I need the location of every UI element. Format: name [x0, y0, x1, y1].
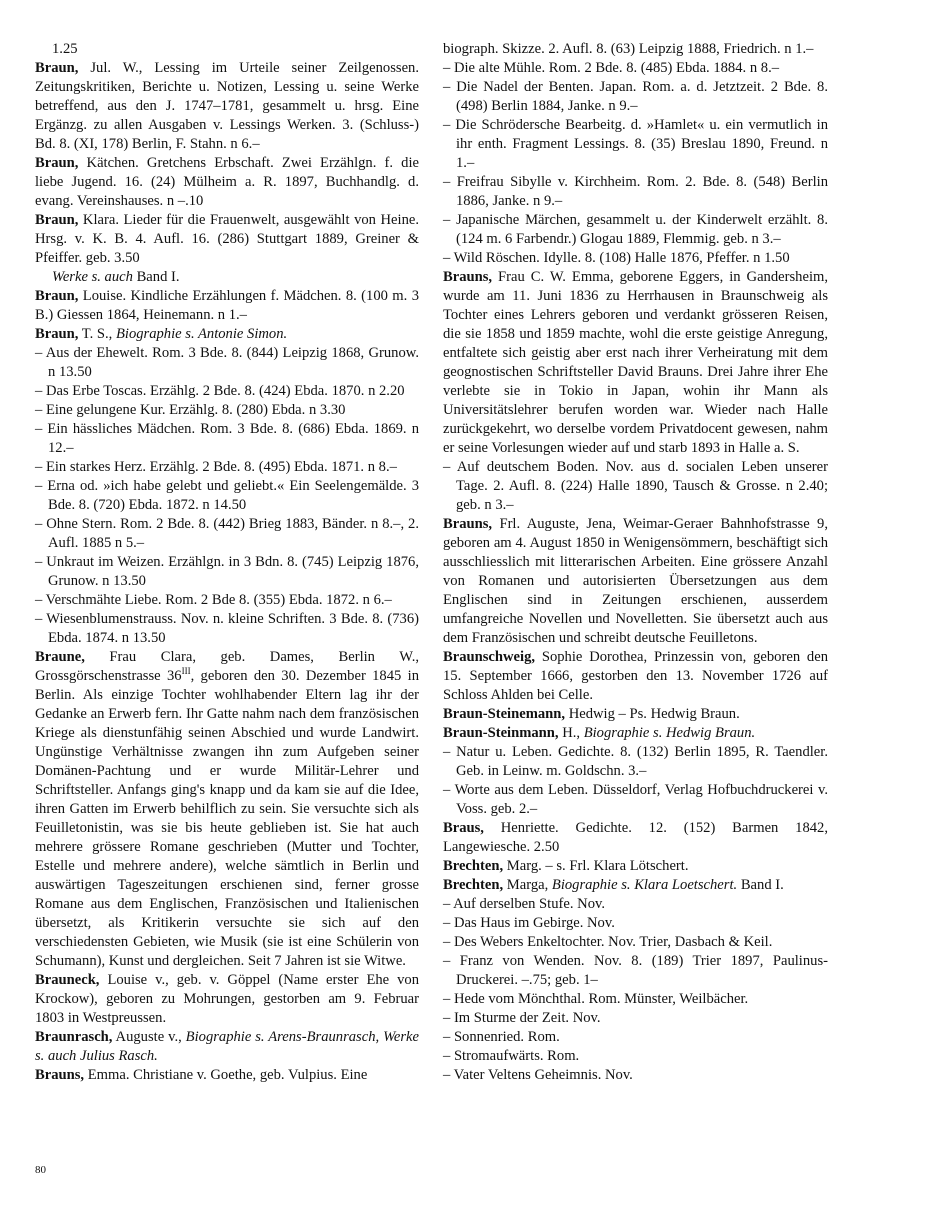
entry-italic: Biographie s. Antonie Simon.: [115, 326, 288, 342]
list-item: – Worte aus dem Leben. Düsseldorf, Verlag Hofbuchdruckerei v. Voss. geb. 2.–: [443, 782, 828, 817]
entry-text: H.,: [558, 725, 584, 741]
entry-text-rest: Band I.: [737, 877, 784, 893]
list-item: – Das Haus im Gebirge. Nov.: [443, 915, 615, 931]
list-item: – Aus der Ehewelt. Rom. 3 Bde. 8. (844) Leipzig 1868, Grunow. n 13.50: [35, 345, 419, 380]
list-item: – Wiesenblumenstrauss. Nov. n. kleine Schriften. 3 Bde. 8. (736) Ebda. 1874. n 13.50: [35, 611, 419, 646]
entry-name: Braun,: [35, 326, 79, 342]
list-item: – Stromaufwärts. Rom.: [443, 1048, 580, 1064]
entry-name: Braun,: [35, 155, 79, 171]
entry-text: Emma. Christiane v. Goethe, geb. Vulpius. Eine: [84, 1067, 368, 1083]
entry-name: Braunrasch,: [35, 1029, 113, 1045]
entry-brauns-auguste: [443, 515, 828, 648]
entry-text: Jul. W., Lessing im Urteile seiner Zeilgenossen. Zeitungskritiken, Berichte u. Notizen, Lessing u. seine Werke betreffend, aus den J. 1747–1781, gesammelt u. hrsg. Eine Ergänzg. zu allen Ausgaben v. Lessings Werken. 3. (Schluss-) Bd. 8. (XI, 178) Berlin, F. Stahn. n 6.–: [35, 60, 419, 152]
list-item: – Eine gelungene Kur. Erzählg. 8. (280) Ebda. n 3.30: [35, 402, 346, 418]
entry-brechten-marga: [443, 876, 828, 895]
entry-name: Brechten,: [443, 877, 504, 893]
list-item: – Hede vom Mönchthal. Rom. Münster, Weilbächer.: [443, 991, 749, 1007]
entry-brauns-cw-emma: [443, 268, 828, 458]
entry-braun-steinemann: [443, 705, 828, 724]
list-item: – Das Erbe Toscas. Erzählg. 2 Bde. 8. (424) Ebda. 1870. n 2.20: [35, 383, 405, 399]
entry-text: Marg. – s. Frl. Klara Lötschert.: [503, 858, 689, 874]
entry-text: Klara. Lieder für die Frauenwelt, ausgewählt von Heine. Hrsg. v. K. B. 4. Aufl. 16. (286) Stuttgart 1889, Greiner & Pfeiffer. geb. 3.50: [35, 212, 419, 266]
entry-braus: [443, 819, 828, 857]
list-item: – Vater Veltens Geheimnis. Nov.: [443, 1067, 633, 1083]
entry-italic: Biographie s. Arens-Braunrasch, Werke s. auch Julius Rasch.: [35, 1029, 419, 1064]
list-item: – Auf deutschem Boden. Nov. aus d. socialen Leben unserer Tage. 2. Aufl. 8. (224) Halle 1890, Tausch & Grosse. n 2.40; geb. n 3.–: [443, 459, 828, 513]
entry-text: Frau Clara, geb. Dames, Berlin W., Grossgörschenstrasse 36: [35, 649, 419, 684]
entry-name: Braus,: [443, 820, 484, 836]
entry-note-italic: Werke s. auch: [52, 269, 133, 285]
list-item: – Sonnenried. Rom.: [443, 1029, 560, 1045]
entry-name: Brauneck,: [35, 972, 100, 988]
entry-text: Hedwig – Ps. Hedwig Braun.: [565, 706, 740, 722]
entry-text: Frau C. W. Emma, geborene Eggers, in Gandersheim, wurde am 11. Juni 1836 zu Herrhausen in Braunschweig als Tochter eines Lehrers geboren und verdankt grösseren Reisen, die sie 1858 und 1859 machte, wohl die erste geistige Anregung, entfaltete sich geistig aber erst nach ihrer Verheiratung mit dem geognostischen Schriftsteller David Brauns. Drei Jahre ihrer Ehe verlebte sie in Tokio in Japan, wohin ihr Mann als Universitätslehrer berufen worden war. Wieder nach Halle zurückgekehrt, wo derselbe vordem Privatdocent gewesen, nahm er seine Vorlesungen wieder auf und starb 1893 in Halle a. S.: [443, 269, 828, 456]
entry-name: Braun,: [35, 212, 79, 228]
entry-name: Braun,: [35, 60, 79, 76]
list-item: – Verschmähte Liebe. Rom. 2 Bde 8. (355) Ebda. 1872. n 6.–: [35, 592, 392, 608]
entry-superscript: III: [181, 666, 191, 677]
list-item: – Japanische Märchen, gesammelt u. der Kinderwelt erzählt. 8. (124 m. 6 Farbendr.) Glogau 1889, Flemmig. geb. n 3.–: [443, 212, 828, 247]
page-number: 80: [35, 1164, 46, 1176]
list-item: – Die alte Mühle. Rom. 2 Bde. 8. (485) Ebda. 1884. n 8.–: [443, 60, 780, 76]
entry-braunschweig: [443, 648, 828, 705]
entry-name: Braune,: [35, 649, 85, 665]
left-column: [35, 40, 419, 1085]
list-item: – Ein starkes Herz. Erzählg. 2 Bde. 8. (495) Ebda. 1871. n 8.–: [35, 459, 397, 475]
entry-name: Brechten,: [443, 858, 504, 874]
entry-brechten-marg: [443, 857, 828, 876]
entry-italic: Biographie s. Klara Loetschert.: [551, 877, 738, 893]
entry-text: Kätchen. Gretchens Erbschaft. Zwei Erzählgn. f. die liebe Jugend. 16. (24) Mülheim a. R. 1897, Buchhandlg. d. evang. Vereinshauses. n –.10: [35, 155, 419, 209]
list-item: – Die Schrödersche Bearbeitg. d. »Hamlet« u. ein vermutlich in ihr enth. Fragment Lessings. 8. (35) Breslau 1890, Freund. n 1.–: [443, 117, 828, 171]
entry-text: Louise. Kindliche Erzählungen f. Mädchen. 8. (100 m. 3 B.) Giessen 1864, Heinemann. n 1.–: [35, 288, 419, 323]
list-item: – Ohne Stern. Rom. 2 Bde. 8. (442) Brieg 1883, Bänder. n 8.–, 2. Aufl. 1885 n 5.–: [35, 516, 419, 551]
entry-braun-ts: [35, 325, 419, 344]
list-item: – Erna od. »ich habe gelebt und geliebt.« Ein Seelengemälde. 3 Bde. 8. (720) Ebda. 1872. n 14.50: [35, 478, 419, 513]
list-item: – Natur u. Leben. Gedichte. 8. (132) Berlin 1895, R. Taendler. Geb. in Leinw. m. Goldschn. 3.–: [443, 744, 828, 779]
list-item: – Die Nadel der Benten. Japan. Rom. a. d. Jetztzeit. 2 Bde. 8. (498) Berlin 1884, Janke. n 9.–: [443, 79, 828, 114]
list-item: – Im Sturme der Zeit. Nov.: [443, 1010, 601, 1026]
list-item: – Ein hässliches Mädchen. Rom. 3 Bde. 8. (686) Ebda. 1869. n 12.–: [35, 421, 419, 456]
entry-braun-klara: [35, 211, 419, 268]
entry-text: Louise v., geb. v. Göppel (Name erster Ehe von Krockow), geboren zu Mohrungen, gestorben am 9. Februar 1803 in Westpreussen.: [35, 972, 419, 1026]
entry-brauns-emma: [35, 1066, 419, 1085]
right-column: [443, 40, 828, 1085]
entry-name: Braun-Steinmann,: [443, 725, 559, 741]
entry-note: [35, 268, 419, 287]
entry-continuation: biograph. Skizze. 2. Aufl. 8. (63) Leipzig 1888, Friedrich. n 1.–: [443, 41, 814, 57]
entry-name: Braunschweig,: [443, 649, 536, 665]
entry-text: Marga,: [503, 877, 552, 893]
entry-italic: Biographie s. Hedwig Braun.: [583, 725, 756, 741]
list-item: – Des Webers Enkeltochter. Nov. Trier, Dasbach & Keil.: [443, 934, 773, 950]
entry-text: T. S.,: [78, 326, 116, 342]
entry-name: Brauns,: [443, 269, 493, 285]
list-item: – Wild Röschen. Idylle. 8. (108) Halle 1876, Pfeffer. n 1.50: [443, 250, 790, 266]
entry-name: Braun-Steinemann,: [443, 706, 566, 722]
entry-text: Auguste v.,: [112, 1029, 186, 1045]
list-item: – Franz von Wenden. Nov. 8. (189) Trier 1897, Paulinus-Druckerei. –.75; geb. 1–: [443, 953, 828, 988]
list-item: – Freifrau Sibylle v. Kirchheim. Rom. 2. Bde. 8. (548) Berlin 1886, Janke. n 9.–: [443, 174, 828, 209]
entry-braun-jul: [35, 59, 419, 154]
entry-text: Sophie Dorothea, Prinzessin von, geboren den 15. September 1666, gestorben den 13. November 1726 auf Schloss Ahlden bei Celle.: [443, 649, 828, 703]
list-item: – Unkraut im Weizen. Erzählgn. in 3 Bdn. 8. (745) Leipzig 1876, Grunow. n 13.50: [35, 554, 419, 589]
entry-braunrasch: [35, 1028, 419, 1066]
entry-braun-louise: [35, 287, 419, 325]
entry-braun-steinmann: [443, 724, 828, 743]
entry-braune-clara: [35, 648, 419, 971]
entry-text-cont: , geboren den 30. Dezember 1845 in Berlin. Als einzige Tochter wohlhabender Eltern lag ihr der Gedanke an Erwerb fern. Ihr Gatte nahm nach dem französischen Kriege als dienstunfähig seinen Abschied und wurde Landwirt. Ungünstige Verhältnisse zwangen ihn zum Aufgeben seiner Domänen-Pachtung und er wurde Militär-Lehrer und Schriftsteller. Anfangs ging's knapp und da kam sie auf die Idee, ihren Gatten im Erwerb behilflich zu sein. Sie versuchte sich als Feuilletonistin, was sie bis heute geblieben ist. Sie hat auch mehrere grössere Romane geschrieben (Mutter und Tochter, Estelle und mehrere andere), welche sämtlich in Berlin und auswärtigen Tageszeitungen erschienen sind, ferner grosse Romane aus dem Englischen, Französischen und Italienischen übersetzt, als Kritikerin versuchte sie sich auf den verschiedensten Gebieten, wie Musik (sie ist eine Schülerin von Schumann), Kunst und dergleichen. Seit 7 Jahren ist sie Witwe.: [35, 668, 420, 969]
entry-name: Brauns,: [35, 1067, 85, 1083]
entry-text: Henriette. Gedichte. 12. (152) Barmen 1842, Langewiesche. 2.50: [443, 820, 828, 855]
entry-braun-kaetchen: [35, 154, 419, 211]
entry-name: Brauns,: [443, 516, 493, 532]
entry-name: Braun,: [35, 288, 79, 304]
entry-brauneck: [35, 971, 419, 1028]
entry-note-rest: Band I.: [132, 269, 180, 285]
entry-text: Frl. Auguste, Jena, Weimar-Geraer Bahnhofstrasse 9, geboren am 4. August 1850 in Wenigensömmern, beschäftigt sich ausschliesslich mit litterarischen Arbeiten. Eine grössere Anzahl von Romanen und autorisierten Übersetzungen aus dem Englischen sind in Zeitungen erschienen, ausserdem umfangreiche Novellen und Novelletten. Sie übersetzt auch aus dem Französischen und schreibt deutsche Feuilletons.: [443, 516, 828, 646]
list-item: – Auf derselben Stufe. Nov.: [443, 896, 605, 912]
continued-price: 1.25: [52, 41, 78, 57]
